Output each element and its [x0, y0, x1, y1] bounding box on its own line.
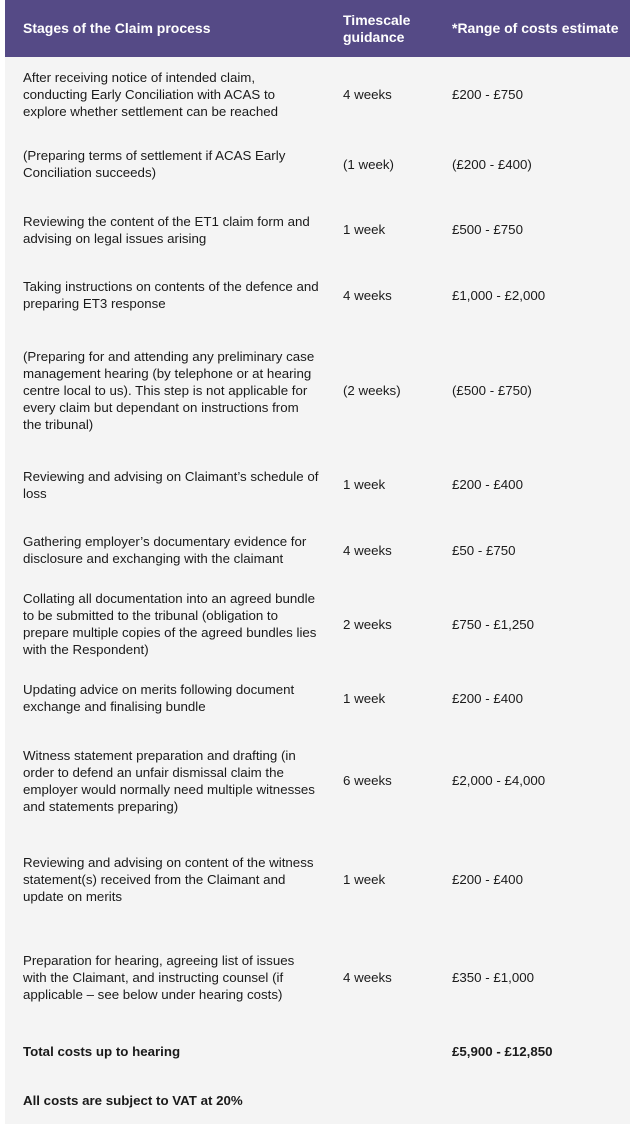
cost-cell: £200 - £750 [452, 86, 523, 102]
header-cost: *Range of costs estimate [434, 0, 630, 57]
cost-cell: £200 - £400 [452, 871, 523, 887]
cost-cell: £200 - £400 [452, 690, 523, 706]
table-row [5, 131, 630, 197]
stage-cell: Reviewing the content of the ET1 claim form and advising on legal issues arising [23, 213, 310, 246]
timescale-cell: (2 weeks) [343, 382, 401, 398]
table-row [5, 517, 630, 583]
stage-cell: (Preparing for and attending any preliminary case management hearing (by telephone or at hearing centre local to us). This step is not applicable for every claim but dependant on instructions from the tribunal) [23, 348, 315, 432]
stage-cell: Reviewing and advising on content of the witness statement(s) received from the Claimant and update on merits [23, 854, 314, 904]
total-label: Total costs up to hearing [23, 1043, 181, 1059]
table-row [5, 328, 630, 452]
cost-cell: £500 - £750 [452, 222, 523, 237]
timescale-cell: 1 week [343, 690, 386, 706]
cost-cell: (£200 - £400) [452, 156, 532, 172]
timescale-cell: 1 week [343, 871, 386, 887]
table-row [5, 583, 630, 665]
stage-cell: Updating advice on merits following document exchange and finalising bundle [23, 682, 295, 714]
timescale-cell: 4 weeks [343, 542, 392, 558]
stage-cell: After receiving notice of intended claim, conducting Early Conciliation with ACAS to explore whether settlement can be reached [23, 69, 279, 119]
timescale-cell: 6 weeks [343, 773, 392, 788]
table-row [5, 262, 630, 328]
stage-cell: (Preparing terms of settlement if ACAS Early Conciliation succeeds) [23, 148, 286, 180]
cost-cell: £1,000 - £2,000 [452, 287, 546, 303]
cost-cell: £50 - £750 [452, 542, 516, 558]
timescale-cell: 1 week [343, 477, 386, 492]
stage-cell: Witness statement preparation and drafting (in order to defend an unfair dismissal claim the employer would normally need multiple witnesses and statements preparing) [23, 747, 315, 814]
timescale-cell: 4 weeks [343, 86, 392, 102]
table-row [5, 830, 630, 928]
cost-cell: £350 - £1,000 [452, 969, 535, 985]
claim-costs-table [5, 0, 630, 1124]
table-row [5, 731, 630, 830]
stage-cell: Taking instructions on contents of the defence and preparing ET3 response [23, 279, 319, 311]
table-row [5, 452, 630, 517]
cost-cell: £200 - £400 [452, 477, 523, 492]
stage-cell: Gathering employer’s documentary evidence for disclosure and exchanging with the claimant [23, 534, 307, 566]
stage-cell: Collating all documentation into an agreed bundle to be submitted to the tribunal (obligation to prepare multiple copies of the agreed bundles lies with the Respondent) [23, 591, 317, 657]
stage-cell: Reviewing and advising on Claimant’s schedule of loss [23, 468, 319, 501]
timescale-cell: 2 weeks [343, 616, 392, 632]
timescale-cell: 1 week [343, 222, 386, 237]
cost-cell: (£500 - £750) [452, 382, 532, 398]
total-cost: £5,900 - £12,850 [452, 1043, 553, 1059]
cost-cell: £750 - £1,250 [452, 616, 535, 632]
header-row [5, 0, 630, 57]
table-row [5, 197, 630, 262]
total-row [5, 1026, 630, 1076]
table-row [5, 665, 630, 731]
timescale-cell: (1 week) [343, 156, 394, 172]
header-timescale: Timescale guidance [325, 0, 434, 57]
stage-cell: Preparation for hearing, agreeing list of issues with the Claimant, and instructing counsel (if applicable – see below under hearing costs) [23, 952, 295, 1002]
timescale-cell: 4 weeks [343, 287, 392, 303]
timescale-cell: 4 weeks [343, 969, 392, 985]
table-row [5, 928, 630, 1026]
total-timescale-empty [325, 1026, 434, 1076]
table-row [5, 57, 630, 131]
vat-row [5, 1076, 630, 1124]
header-stage: Stages of the Claim process [5, 0, 325, 57]
vat-note: All costs are subject to VAT at 20% [23, 1092, 243, 1108]
cost-cell: £2,000 - £4,000 [452, 773, 546, 788]
